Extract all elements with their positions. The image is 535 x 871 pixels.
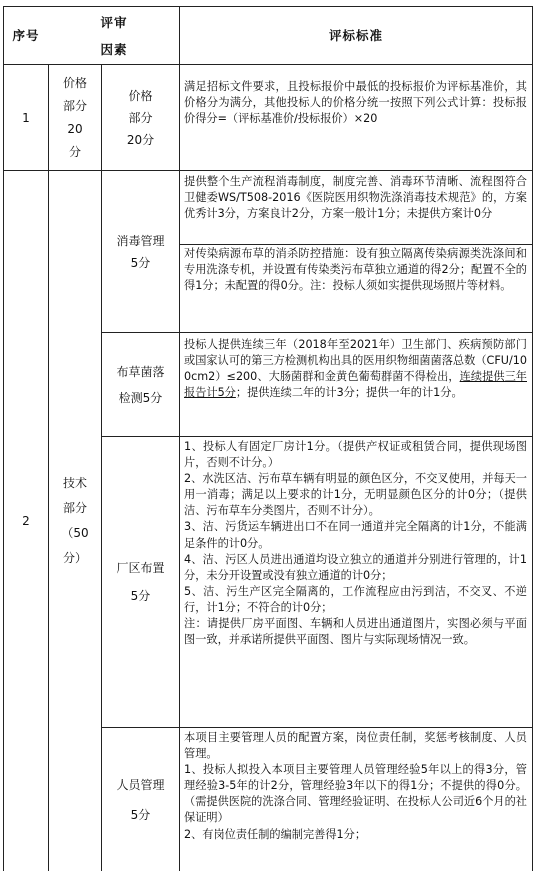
row-1-no: 1: [22, 110, 30, 125]
item-name-bacteria: 布草菌落 检测5分: [116, 364, 165, 405]
row-1-category: 价格 部分 20 分: [62, 75, 87, 159]
standard-disinfection-b: 对传染病源布草的消杀防控措施：设有独立隔离传染病源类洗涤间和专用洗涤专机，并设置有传染类污布草独立通道的得2分；配置不全的得1分；未配置的得0分。注：投标人须如实提供现场照片等材料。: [184, 247, 527, 293]
item-name-layout: 厂区布置 5分: [116, 561, 165, 603]
standard-personnel: 本项目主要管理人员的配置方案，岗位责任制，奖惩考核制度、人员管理。 1、投标人拟投入本项目主要管理人员管理经验5年以上的得3分，管理经验3-5年的计2分，管理经验3年以下的得1分；不提供的得0分。（需提供医院的洗涤合同、管理经验证明、在投标人公司近6个月的社保证明） 2、有岗位责任制的编制完善得1分；: [184, 731, 527, 841]
standard-divider-disinfection: [179, 244, 533, 245]
item-name-disinfection: 消毒管理 5分: [116, 233, 165, 270]
standard-layout: 1、投标人有固定厂房计1分。（提供产权证或租赁合同，提供现场图片，否则不计分。） 2、水洗区洁、污布草车辆有明显的颜色区分，不交叉使用，并每天一用一消毒；满足以上要求的计1分，无明显颜色区分的计0分；（提供洁、污布草车分类图片，否则不计分）。 3、洁、污货运车辆进出口不在同一通道并完全隔离的计1分，不能满足条件的计0分。 4、洁、污区人员进出通道均设立独立的通道并分别进行管理的，计1分，未分开设置或没有独立通道的计0分； 5、洁、污生产区完全隔离的，工作流程应由污到洁，不交叉、不逆行，计1分；不符合的计0分； 注：请提供厂房平面图、车辆和人员进出通道图片，实图必须与平面图一致，并承诺所提供平面图、图片与实际现场情况一致。: [184, 440, 527, 647]
header-no: 序号: [12, 27, 40, 43]
row-1-item-name: 价格 部分 20分: [126, 88, 155, 147]
col-divider-factor: [179, 6, 180, 871]
item-name-personnel: 人员管理 5分: [116, 777, 165, 822]
standard-bacteria: 投标人提供连续三年（2018年至2021年）卫生部门、疾病预防部门或国家认可的第三方检测机构出具的医用织物细菌菌落总数（CFU/100cm2）≤200、大肠菌群和金黄色葡萄群菌不得检出，连续提供三年报告计5分；提供连续二年的计3分；提供一年的计1分。: [184, 338, 527, 400]
row-2-no: 2: [22, 514, 30, 528]
underlined-text: 连续提供三年报告计5分: [184, 370, 527, 400]
standard-disinfection-a: 提供整个生产流程消毒制度，制度完善、消毒环节清晰、流程图符合卫健委WS/T508-2016《医院医用织物洗涤消毒技术规范》的，方案优秀计3分，方案良计2分，方案一般计1分；未提供方案计0分: [184, 175, 527, 221]
header-standard: 评标标准: [328, 27, 383, 43]
table-border-right: [532, 6, 533, 871]
row-2-category: 技术 部分 （50 分）: [61, 476, 89, 565]
row-1-standard: 满足招标文件要求，且投标报价中最低的投标报价为评标基准价，其价格分为满分，其他投标人的价格分统一按照下列公式计算：投标报价得分=（评标基准价/投标报价）×20: [184, 80, 527, 126]
header-factor: 评审 因素: [100, 14, 128, 57]
